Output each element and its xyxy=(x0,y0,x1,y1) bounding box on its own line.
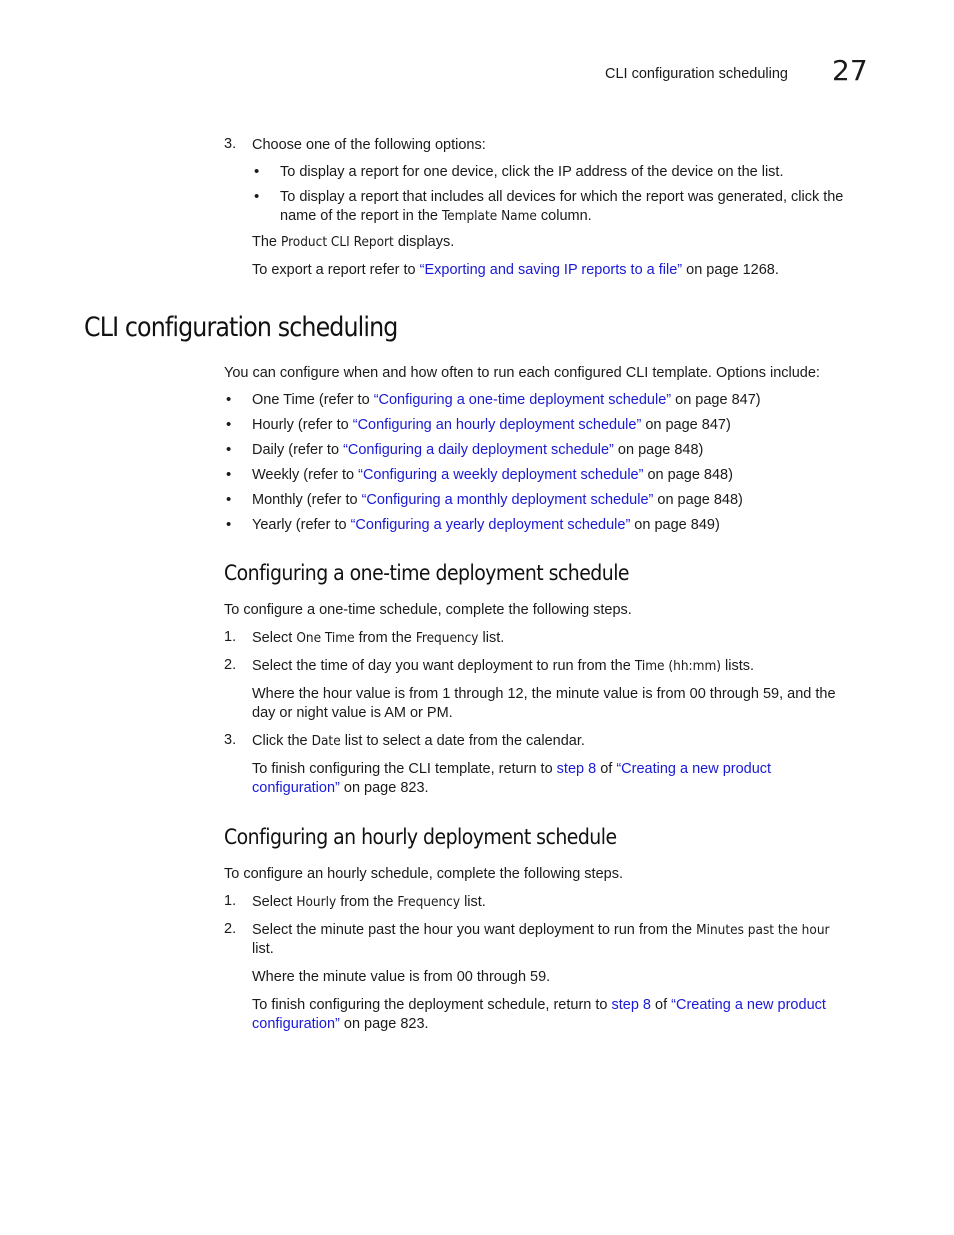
paragraph: Where the hour value is from 1 through 12, the minute value is from 00 through 59, and the day or night value is AM or PM. xyxy=(252,686,836,721)
step-link[interactable]: step 8 xyxy=(556,761,597,777)
list-item: One Time (refer to “Configuring a one-time deployment schedule” on page 847) xyxy=(252,392,761,408)
bullet-icon: • xyxy=(226,491,232,508)
cross-reference-link[interactable]: “Exporting and saving IP reports to a file” xyxy=(419,262,683,278)
list-item: Hourly (refer to “Configuring an hourly deployment schedule” on page 847) xyxy=(252,417,731,433)
paragraph: To export a report refer to “Exporting and saving IP reports to a file” on page 1268. xyxy=(252,262,779,278)
ui-term: Frequency xyxy=(415,630,479,646)
ui-term: Date xyxy=(311,733,341,749)
paragraph: The Product CLI Report displays. xyxy=(252,234,455,250)
list-item: Monthly (refer to “Configuring a monthly deployment schedule” on page 848) xyxy=(252,492,743,508)
step-text: Click the Date list to select a date from the calendar. xyxy=(252,733,585,749)
ui-term: One Time xyxy=(296,630,355,646)
step-number: 2. xyxy=(224,921,237,937)
step-text: Select Hourly from the Frequency list. xyxy=(252,894,486,910)
cross-reference-link[interactable]: configuration” xyxy=(252,1016,340,1032)
paragraph: You can configure when and how often to run each configured CLI template. Options include: xyxy=(224,365,820,381)
bullet-icon: • xyxy=(226,391,232,408)
bullet-icon: • xyxy=(254,188,260,205)
bullet-icon: • xyxy=(254,163,260,180)
cross-reference-link[interactable]: “Configuring a monthly deployment schedule” xyxy=(361,492,654,508)
cross-reference-link[interactable]: “Configuring a one-time deployment schedule” xyxy=(373,392,672,408)
ui-term: Minutes past the hour xyxy=(696,922,830,938)
step-link[interactable]: step 8 xyxy=(611,997,651,1013)
list-item: Daily (refer to “Configuring a daily deployment schedule” on page 848) xyxy=(252,442,704,458)
step-text: Select the minute past the hour you want deployment to run from the Minutes past the hour list. xyxy=(252,922,830,957)
paragraph: To finish configuring the deployment schedule, return to step 8 of “Creating a new product configuration” on page 823. xyxy=(252,997,826,1032)
list-item: To display a report that includes all devices for which the report was generated, click the name of the report in the Template Name column. xyxy=(280,189,844,224)
paragraph: To configure a one-time schedule, complete the following steps. xyxy=(224,602,632,618)
paragraph: To finish configuring the CLI template, return to step 8 of “Creating a new product configuration” on page 823. xyxy=(252,761,772,796)
ui-term: Time (hh:mm) xyxy=(634,658,722,674)
step-text: Select the time of day you want deployment to run from the Time (hh:mm) lists. xyxy=(252,658,755,674)
running-header-title: CLI configuration scheduling xyxy=(605,66,788,82)
cross-reference-link[interactable]: “Configuring a daily deployment schedule” xyxy=(343,442,614,458)
ui-term: Product CLI Report xyxy=(281,234,394,250)
step-number: 3. xyxy=(224,732,237,748)
subsection-heading: Configuring a one-time deployment schedule xyxy=(224,561,629,585)
bullet-icon: • xyxy=(226,466,232,483)
step-text: Choose one of the following options: xyxy=(252,137,486,153)
paragraph: Where the minute value is from 00 through 59. xyxy=(252,969,551,985)
step-number: 3. xyxy=(224,136,237,152)
paragraph: To configure an hourly schedule, complete the following steps. xyxy=(224,866,623,882)
subsection-heading: Configuring an hourly deployment schedule xyxy=(224,825,617,849)
cross-reference-link[interactable]: “Creating a new product xyxy=(616,761,772,777)
ui-term: Frequency xyxy=(397,894,461,910)
cross-reference-link[interactable]: “Configuring a yearly deployment schedule” xyxy=(350,517,631,533)
cross-reference-link[interactable]: “Creating a new product xyxy=(671,997,826,1013)
list-item: To display a report for one device, click the IP address of the device on the list. xyxy=(280,164,784,180)
bullet-icon: • xyxy=(226,441,232,458)
step-number: 1. xyxy=(224,629,237,645)
bullet-icon: • xyxy=(226,416,232,433)
ui-term: Template Name xyxy=(442,208,537,224)
step-number: 2. xyxy=(224,657,237,673)
chapter-number: 27 xyxy=(832,54,868,87)
bullet-icon: • xyxy=(226,516,232,533)
list-item: Weekly (refer to “Configuring a weekly deployment schedule” on page 848) xyxy=(252,467,733,483)
section-heading: CLI configuration scheduling xyxy=(84,312,398,343)
step-number: 1. xyxy=(224,893,237,909)
list-item: Yearly (refer to “Configuring a yearly deployment schedule” on page 849) xyxy=(252,517,720,533)
step-text: Select One Time from the Frequency list. xyxy=(252,630,505,646)
cross-reference-link[interactable]: “Configuring an hourly deployment schedule” xyxy=(352,417,642,433)
cross-reference-link[interactable]: configuration” xyxy=(252,780,340,796)
cross-reference-link[interactable]: “Configuring a weekly deployment schedule” xyxy=(358,467,644,483)
ui-term: Hourly xyxy=(296,894,337,910)
